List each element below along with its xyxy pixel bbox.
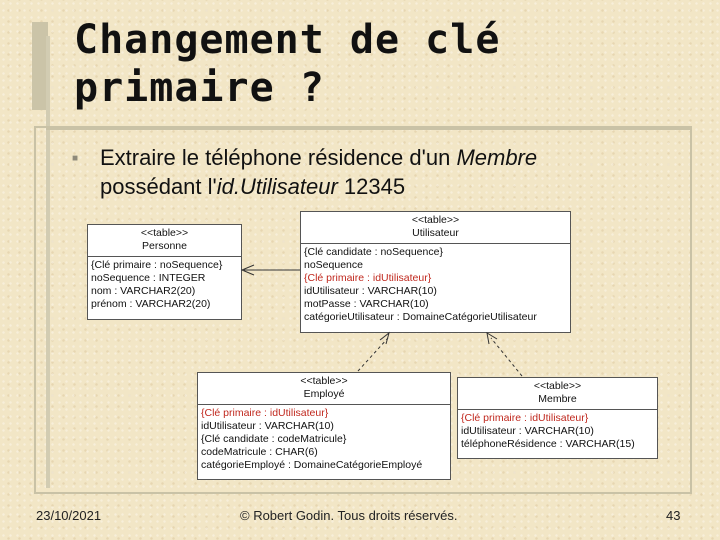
table-name: Personne — [142, 240, 187, 252]
bullet-membre: Membre — [456, 145, 538, 170]
inheritance-arrow-employe — [358, 333, 389, 371]
table-attribute: idUtilisateur : VARCHAR(10) — [461, 425, 594, 437]
inheritance-arrow-membre — [487, 333, 522, 376]
primary-key-constraint: {Clé primaire : idUtilisateur} — [201, 407, 329, 419]
table-stereotype: <<table>> — [411, 214, 460, 226]
footer-date: 23/10/2021 — [36, 508, 102, 523]
primary-key-constraint: {Clé primaire : idUtilisateur} — [304, 272, 432, 284]
table-attribute: téléphoneRésidence : VARCHAR(15) — [461, 438, 635, 450]
table-stereotype: <<table>> — [533, 380, 582, 392]
table-attribute: prénom : VARCHAR2(20) — [91, 298, 211, 310]
bullet-id: id.Utilisateur — [216, 174, 338, 199]
table-attribute: nom : VARCHAR2(20) — [91, 285, 196, 297]
bullet-text-part: Extraire le téléphone résidence d'un — [100, 145, 457, 170]
page-number: 43 — [666, 508, 681, 523]
table-name: Utilisateur — [412, 227, 459, 239]
table-stereotype: <<table>> — [300, 375, 348, 387]
table-name: Employé — [303, 388, 345, 400]
table-attribute: {Clé candidate : codeMatricule} — [201, 433, 347, 445]
title-line-1: Changement de clé — [74, 17, 501, 63]
table-attribute: {Clé primaire : noSequence} — [91, 259, 223, 271]
table-attribute: noSequence — [304, 259, 363, 271]
footer-copyright: © Robert Godin. Tous droits réservés. — [240, 508, 458, 523]
title-line-2: primaire ? — [74, 65, 325, 111]
table-attribute: motPasse : VARCHAR(10) — [304, 298, 429, 310]
primary-key-constraint: {Clé primaire : idUtilisateur} — [461, 412, 589, 424]
table-attribute: idUtilisateur : VARCHAR(10) — [201, 420, 334, 432]
table-attribute: idUtilisateur : VARCHAR(10) — [304, 285, 437, 297]
bullet-icon: ■ — [72, 153, 79, 164]
bullet-text-part: possédant l' — [100, 174, 217, 199]
table-attribute: {Clé candidate : noSequence} — [304, 246, 443, 258]
association-arrow — [242, 265, 300, 275]
table-attribute: catégorieEmployé : DomaineCatégorieEmployé — [201, 459, 423, 471]
bullet-text-part: 12345 — [337, 174, 406, 199]
table-attribute: codeMatricule : CHAR(6) — [201, 446, 318, 458]
table-stereotype: <<table>> — [140, 227, 189, 239]
table-name: Membre — [538, 393, 577, 405]
table-attribute: noSequence : INTEGER — [91, 272, 206, 284]
table-attribute: catégorieUtilisateur : DomaineCatégorieUtilisateur — [304, 311, 537, 323]
